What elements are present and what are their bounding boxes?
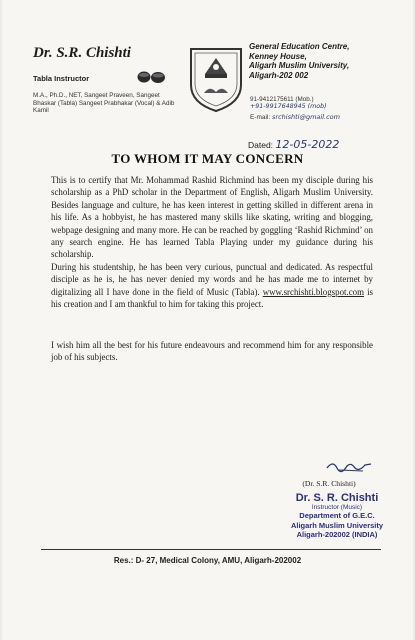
- letterhead-qualifications: M.A., Ph.D., NET, Sangeet Praveen, Sangeet Bhaskar (Tabla) Sangeet Prabhakar (Vocal) & Adib Kamil: [33, 92, 175, 115]
- dated-line: [248, 138, 339, 151]
- tabla-icon: [136, 70, 166, 84]
- letterhead-title: Tabla Instructor: [33, 74, 90, 83]
- footer-divider: [41, 549, 381, 550]
- letter-page: [2, 0, 413, 640]
- address-line: Kenney House,: [249, 51, 307, 61]
- stamp-role: Instructor (Music): [311, 504, 363, 511]
- address-line: Aligarh-202 002: [249, 70, 309, 80]
- blog-link[interactable]: www.srchishti.blogspot.com: [262, 286, 364, 297]
- official-stamp: [274, 486, 400, 540]
- letterhead-address: [249, 42, 349, 80]
- body-paragraph-3: I wish him all the best for his future endeavours and recommend him for any responsible job of his subjects.: [51, 340, 373, 363]
- letterhead-email: [250, 113, 340, 121]
- body-paragraph-1: This is to certify that Mr. Mohammad Rashid Richmind has been my disciple during his scholarship as a PhD scholar in the Department of English, Aligarh Muslim University. Besides language and culture, he has keen interest in getting skilled in different arena in his life. As a hobbyist, he has mastered many skills like skating, writing and blogging, webpage designing and many more. He can be reached by goggling ‘Rashid Richmind’ on any search engine. He has learned Tabla Playing under my guidance during his scholarship.: [51, 175, 373, 260]
- signer-name: (Dr. S.R. Chishti): [302, 479, 356, 488]
- page-title: TO WHOM IT MAY CONCERN: [111, 151, 304, 166]
- university-emblem-icon: [185, 45, 247, 113]
- email-label: E-mail:: [250, 114, 271, 121]
- phone-printed: 91-9412175611 (Mob.): [250, 96, 314, 103]
- body-paragraph-2: [51, 261, 373, 311]
- address-line: General Education Centre,: [249, 42, 350, 51]
- letterhead-phones: [250, 96, 327, 111]
- letterhead-name: Dr. S.R. Chishti: [33, 45, 131, 61]
- phone-handwritten: +91-9917648945 (mob): [250, 103, 327, 111]
- paragraph-2-text-end: is his creation and I am thankful to him for taking this project.: [51, 286, 373, 310]
- stamp-dept: Department of G.E.C.: [299, 511, 375, 520]
- footer-address: Res.: D- 27, Medical Colony, AMU, Aligarh-202002: [113, 556, 302, 565]
- stamp-name: Dr. S. R. Chishti: [295, 492, 379, 504]
- stamp-university: Aligarh Muslim University: [290, 520, 384, 530]
- stamp-city: Aligarh-202002 (INDIA): [296, 530, 378, 539]
- email-handwritten: srchishti@gmail.com: [272, 113, 340, 121]
- address-line: Aligarh Muslim University,: [249, 61, 350, 71]
- dated-value: 12-05-2022: [275, 138, 340, 151]
- paragraph-2-text: During his studentship, he has been very curious, punctual and dedicated. As respectful disciple as he is, he has never denied my words and he has made me to internet by digitalizing all I have done in the field of Music (Tabla).: [51, 262, 373, 297]
- signature: [325, 456, 373, 476]
- dated-label: Dated:: [248, 140, 274, 150]
